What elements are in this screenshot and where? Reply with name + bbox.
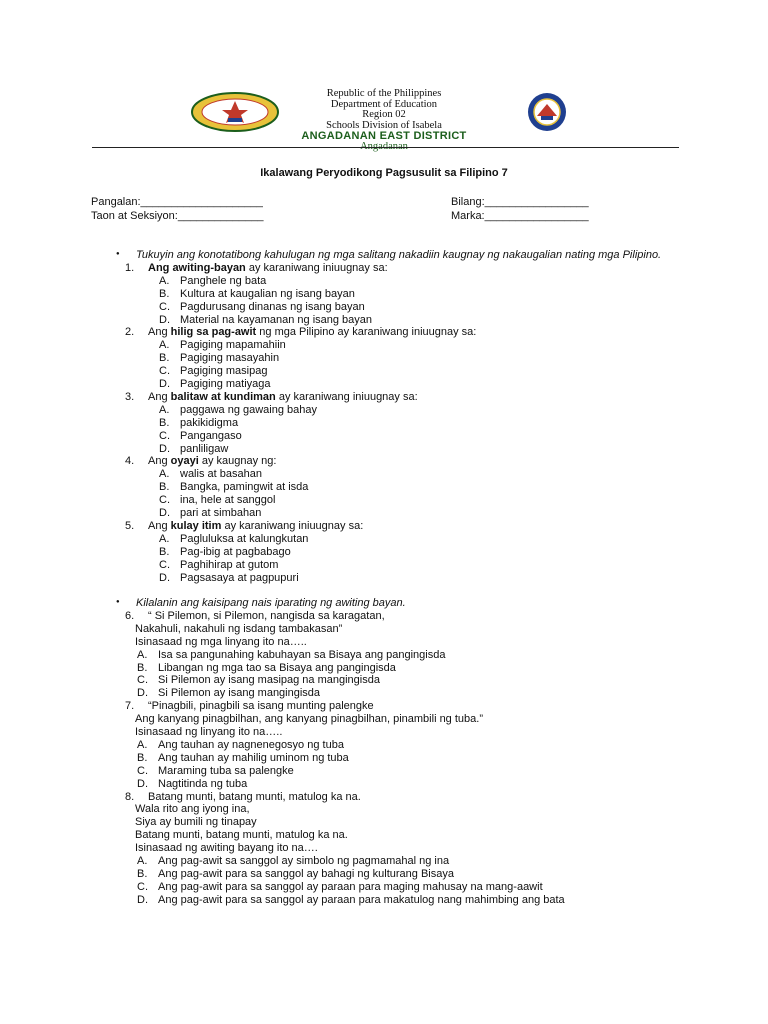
option-letter: B. (159, 416, 170, 429)
question-stem (148, 455, 276, 468)
option-letter: C. (159, 365, 170, 378)
option-letter: A. (159, 274, 170, 287)
question-stem (148, 391, 418, 404)
option-letter: C. (137, 764, 148, 777)
option-text[interactable]: Ang pag-awit para sa sanggol ay bahagi ng kulturang Bisaya (158, 867, 454, 880)
option-text[interactable]: Bangka, pamingwit at isda (180, 481, 309, 494)
option-letter: B. (159, 287, 170, 300)
question-line: Batang munti, batang munti, matulog ka na. (135, 829, 348, 842)
option-text[interactable]: Ang pag-awit para sa sanggol ay paraan para maging mahusay na mang-aawit (158, 880, 543, 893)
question-number: 3. (125, 390, 135, 403)
stem-suffix: ay kaugnay ng: (198, 455, 277, 468)
option-text[interactable]: ina, hele at sanggol (180, 494, 276, 507)
stem-emphasis: oyayi (170, 455, 199, 468)
option-letter: C. (159, 558, 170, 571)
stem-emphasis: hilig sa pag-awit (170, 326, 257, 339)
question-stem (148, 326, 476, 339)
option-text[interactable]: Ang pag-awit para sa sanggol ay paraan para makatulog nang mahimbing ang bata (158, 893, 565, 906)
option-text[interactable]: Material na kayamanan ng isang bayan (180, 313, 373, 326)
question-number: 6. (125, 609, 135, 622)
question-line: Isinasaad ng awiting bayang ito na…. (135, 842, 318, 855)
option-text[interactable]: Kultura at kaugalian ng isang bayan (180, 287, 355, 300)
option-letter: C. (137, 880, 148, 893)
question-number: 1. (125, 261, 135, 274)
section-field[interactable]: Taon at Seksiyon:______________ (91, 210, 264, 222)
stem-emphasis: kulay itim (170, 519, 222, 532)
option-letter: D. (137, 687, 148, 700)
question-number: 7. (125, 700, 135, 713)
question-line: Isinasaad ng mga linyang ito na….. (135, 635, 307, 648)
option-text[interactable]: Pagiging matiyaga (180, 378, 271, 390)
option-letter: A. (159, 468, 170, 481)
option-text[interactable]: Si Pilemon ay isang masipag na mangingisda (158, 674, 380, 687)
option-text[interactable]: Pangangaso (180, 429, 242, 442)
letterhead (0, 89, 768, 152)
option-text[interactable]: Panghele ng bata (180, 274, 267, 287)
district-name: ANGADANAN EAST DISTRICT (301, 130, 467, 142)
bullet-icon: ● (116, 599, 120, 605)
question-stem (148, 262, 388, 275)
option-letter: B. (137, 867, 148, 880)
question-line: Wala rito ang iyong ina, (135, 803, 250, 816)
option-letter: A. (137, 855, 148, 867)
deped-logo (519, 92, 575, 132)
option-text[interactable]: panliligaw (180, 442, 229, 455)
section1-instruction: Tukuyin ang konotatibong kahulugan ng mga salitang nakadiin kaugnay ng nakaugalian nating mga Pilipino. (136, 249, 662, 261)
stem-prefix: Ang (148, 390, 171, 403)
section2-instruction: Kilalanin ang kaisipang nais iparating ng awiting bayan. (136, 597, 406, 609)
option-letter: D. (159, 442, 170, 455)
option-letter: A. (137, 648, 148, 661)
option-letter: D. (159, 571, 170, 584)
option-text[interactable]: Nagtitinda ng tuba (158, 777, 248, 790)
stem-emphasis: Ang awiting-bayan (148, 261, 246, 274)
question-line: “ Si Pilemon, si Pilemon, nangisda sa karagatan, (148, 609, 385, 622)
question-line: Batang munti, batang munti, matulog ka na. (148, 790, 361, 803)
option-text[interactable]: Maraming tuba sa palengke (158, 764, 294, 777)
option-letter: C. (159, 494, 170, 507)
option-letter: D. (159, 507, 170, 519)
option-text[interactable]: Ang tauhan ay nagnenegosyo ng tuba (158, 738, 344, 751)
deped-seal-icon (519, 92, 575, 132)
option-text[interactable]: paggawa ng gawaing bahay (180, 403, 318, 416)
option-letter: D. (159, 378, 170, 390)
number-field[interactable]: Bilang:_________________ (451, 196, 589, 208)
option-letter: A. (159, 532, 170, 545)
header-divider (92, 147, 679, 148)
option-text[interactable]: Isa sa pangunahing kabuhayan sa Bisaya ang pangingisda (158, 648, 446, 661)
stem-prefix: Ang (148, 326, 171, 339)
question-line: Isinasaad ng linyang ito na….. (135, 726, 283, 738)
option-letter: B. (137, 661, 148, 674)
score-field[interactable]: Marka:_________________ (451, 210, 589, 222)
question-number: 5. (125, 519, 135, 532)
stem-prefix: Ang (148, 455, 171, 468)
question-line: Nakahuli, nakahuli ng isdang tambakasan” (135, 622, 343, 635)
option-letter: C. (159, 300, 170, 313)
option-text[interactable]: Paghihirap at gutom (180, 558, 279, 571)
stem-suffix: ay karaniwang iniuugnay sa: (221, 519, 364, 532)
option-letter: D. (137, 893, 148, 906)
option-text[interactable]: Ang pag-awit sa sanggol ay simbolo ng pagmamahal ng ina (158, 855, 450, 867)
bullet-icon: ● (116, 251, 120, 257)
option-text[interactable]: Libangan ng mga tao sa Bisaya ang pangingisda (158, 661, 396, 674)
exam-title: Ikalawang Peryodikong Pagsusulit sa Filipino 7 (260, 167, 508, 179)
question-number: 2. (125, 326, 135, 339)
header-line-1: Republic of the Philippines (326, 88, 442, 99)
option-letter: B. (137, 751, 148, 764)
question-stem (148, 520, 363, 533)
option-text[interactable]: Pagiging masipag (180, 365, 268, 378)
option-text[interactable]: Pagluluksa at kalungkutan (180, 532, 309, 545)
option-text[interactable]: Pag-ibig at pagbabago (180, 545, 291, 558)
option-text[interactable]: pakikidigma (180, 416, 239, 429)
stem-suffix: ay karaniwang iniuugnay sa: (245, 261, 388, 274)
question-line: Ang kanyang pinagbilhan, ang kanyang pinagbilhan, pinambili ng tuba.” (135, 713, 483, 726)
option-letter: D. (137, 777, 148, 790)
stem-prefix: Ang (148, 519, 171, 532)
option-text[interactable]: Pagsasaya at pagpupuri (180, 571, 299, 584)
stem-suffix: ng mga Pilipino ay karaniwang iniuugnay sa: (256, 326, 477, 339)
question-number: 8. (125, 790, 135, 803)
name-field[interactable]: Pangalan:____________________ (91, 196, 263, 208)
stem-emphasis: balitaw at kundiman (170, 390, 276, 403)
option-letter: D. (159, 313, 170, 326)
header-line-3: Region 02 (362, 109, 406, 120)
header-line-2: Department of Education (330, 98, 438, 110)
option-text[interactable]: Pagiging masayahin (180, 352, 280, 365)
question-line: “Pinagbili, pinagbili sa isang munting palengke (148, 700, 374, 713)
option-letter: C. (159, 429, 170, 442)
option-letter: B. (159, 545, 170, 558)
option-text[interactable]: Pagdurusang dinanas ng isang bayan (180, 300, 365, 313)
option-letter: B. (159, 352, 170, 365)
option-text[interactable]: pari at simbahan (180, 507, 262, 519)
option-letter: B. (159, 481, 170, 494)
option-letter: A. (137, 738, 148, 751)
option-text[interactable]: Si Pilemon ay isang mangingisda (158, 687, 321, 700)
option-letter: A. (159, 403, 170, 416)
option-text[interactable]: walis at basahan (180, 468, 262, 481)
option-text[interactable]: Ang tauhan ay mahilig uminom ng tuba (158, 751, 349, 764)
option-letter: A. (159, 339, 170, 352)
option-letter: C. (137, 674, 148, 687)
header-line-4: Schools Division of Isabela (326, 119, 442, 131)
question-number: 4. (125, 455, 135, 468)
option-text[interactable]: Pagiging mapamahiin (180, 339, 286, 352)
stem-suffix: ay karaniwang iniuugnay sa: (275, 390, 418, 403)
town-name: Angadanan (360, 140, 408, 152)
question-line: Siya ay bumili ng tinapay (135, 816, 257, 829)
